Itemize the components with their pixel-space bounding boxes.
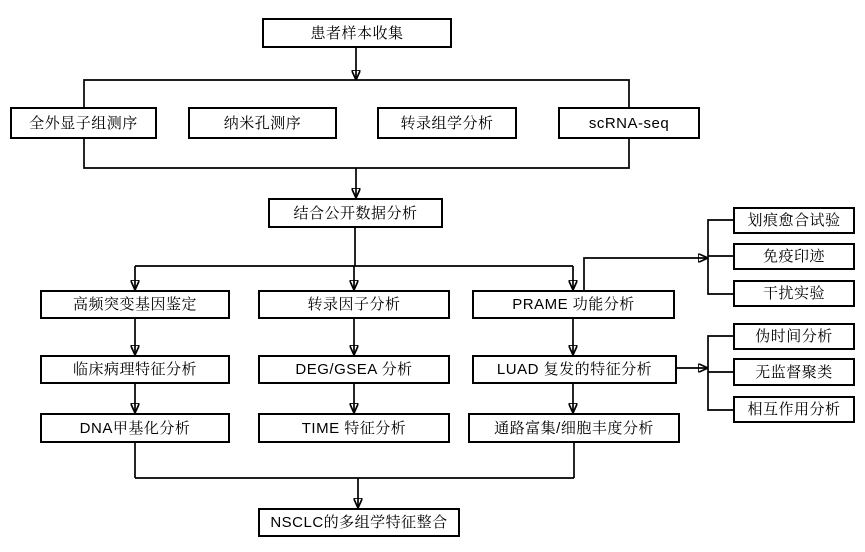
node-luad-relapse-features: LUAD 复发的特征分析 [472,355,677,384]
node-wound-healing-assay: 划痕愈合试验 [733,207,855,234]
connector-row2-bottom-rail [84,139,629,168]
node-clinicopathological-features: 临床病理特征分析 [40,355,230,384]
node-public-data-analysis: 结合公开数据分析 [268,198,443,228]
connector-prame-to-experiments [584,258,706,290]
node-high-frequency-mutation: 高频突变基因鉴定 [40,290,230,319]
node-pseudotime-analysis: 伪时间分析 [733,323,855,350]
node-nanopore-sequencing: 纳米孔测序 [188,107,337,139]
node-nsclc-multiomics-integration: NSCLC的多组学特征整合 [258,508,460,537]
node-deg-gsea-analysis: DEG/GSEA 分析 [258,355,450,384]
node-western-blot: 免疫印迹 [733,243,855,270]
node-transcription-factor-analysis: 转录因子分析 [258,290,450,319]
connector-singlecell-bracket [708,336,733,410]
node-whole-exome-sequencing: 全外显子组测序 [10,107,157,139]
node-pathway-enrichment-cell-abundance: 通路富集/细胞丰度分析 [468,413,680,443]
node-dna-methylation-analysis: DNA甲基化分析 [40,413,230,443]
node-interaction-analysis: 相互作用分析 [733,396,855,423]
node-time-features-analysis: TIME 特征分析 [258,413,450,443]
node-prame-function-analysis: PRAME 功能分析 [472,290,675,319]
connector-experiments-bracket [708,220,733,294]
node-patient-sample-collection: 患者样本收集 [262,18,452,48]
node-interference-experiment: 干扰实验 [733,280,855,307]
node-scrna-seq: scRNA-seq [558,107,700,139]
node-unsupervised-clustering: 无监督聚类 [733,358,855,386]
connector-row2-top-rail [84,80,629,107]
node-transcriptomics: 转录组学分析 [377,107,517,139]
connector-bottom-rail [135,443,574,478]
